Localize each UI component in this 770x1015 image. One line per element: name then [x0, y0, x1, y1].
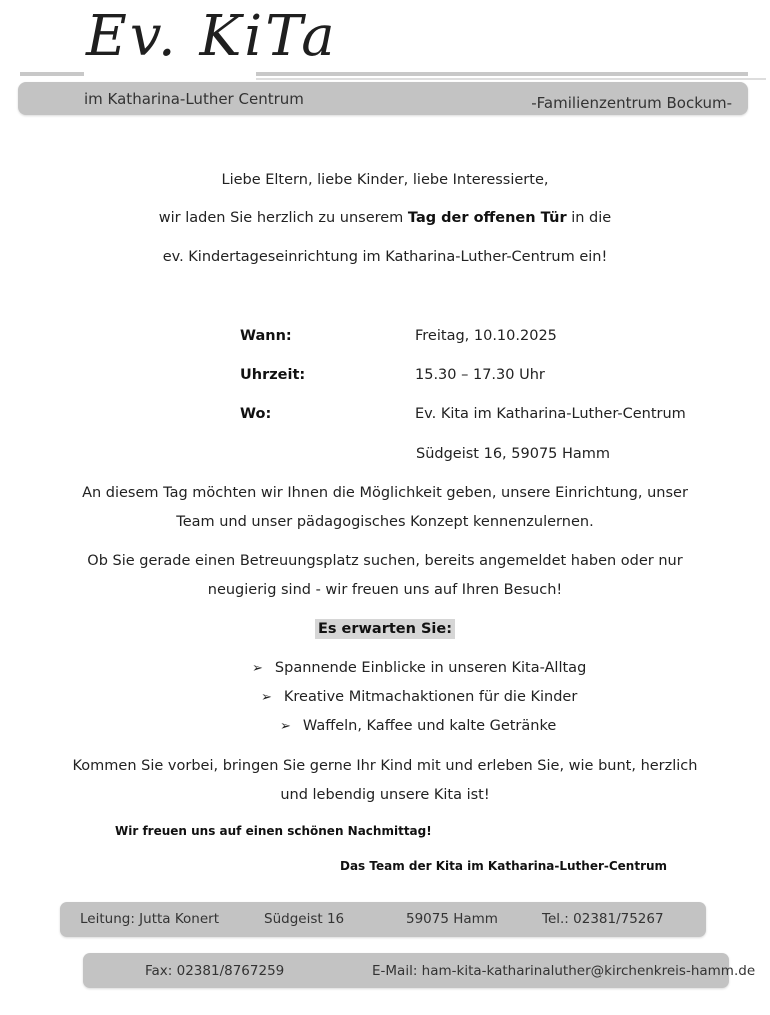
footer-city: 59075 Hamm	[406, 911, 498, 927]
paragraph-2-line-1: Ob Sie gerade einen Betreuungsplatz suchen, bereits angemeldet haben oder nur	[87, 553, 683, 569]
header-rule-shadow	[256, 78, 766, 80]
paragraph-1-line-1: An diesem Tag möchten wir Ihnen die Möglichkeit geben, unsere Einrichtung, unser	[82, 485, 688, 501]
bullet-item	[280, 718, 556, 734]
paragraph-3-line-1: Kommen Sie vorbei, bringen Sie gerne Ihr Kind mit und erleben Sie, wie bunt, herzlich	[72, 758, 698, 774]
header-centrum-name: im Katharina-Luther Centrum	[84, 90, 304, 108]
arrowhead-bullet-icon: ➢	[261, 690, 272, 705]
header-rule-left	[20, 72, 84, 76]
greeting: Liebe Eltern, liebe Kinder, liebe Interessierte,	[221, 172, 549, 188]
expect-heading-line	[0, 621, 770, 637]
bullet-text: Waffeln, Kaffee und kalte Getränke	[302, 718, 557, 734]
where-value-1: Ev. Kita im Katharina-Luther-Centrum	[415, 406, 686, 422]
kita-logo: Ev. KiTa	[80, 4, 344, 70]
footer-street: Südgeist 16	[264, 911, 345, 927]
header-rule-right	[256, 72, 748, 76]
when-label: Wann:	[240, 328, 292, 344]
time-label: Uhrzeit:	[240, 367, 306, 383]
bullet-item	[252, 660, 586, 676]
where-label: Wo:	[240, 406, 272, 422]
where-value-2: Südgeist 16, 59075 Hamm	[416, 446, 611, 462]
footer-leitung: Leitung: Jutta Konert	[80, 911, 219, 927]
arrowhead-bullet-icon: ➢	[280, 719, 291, 734]
header-familienzentrum: -Familienzentrum Bockum-	[531, 94, 732, 112]
invitation-line-3: ev. Kindertageseinrichtung im Katharina-Luther-Centrum ein!	[162, 249, 608, 265]
invitation-pre: wir laden Sie herzlich zu unserem	[158, 210, 408, 226]
footer-email: E-Mail: ham-kita-katharinaluther@kirchenkreis-hamm.de	[372, 963, 756, 979]
signature-line: Das Team der Kita im Katharina-Luther-Centrum	[340, 859, 668, 873]
time-value: 15.30 – 17.30 Uhr	[415, 367, 545, 383]
open-day-title: Tag der offenen Tür	[407, 210, 567, 226]
invitation-post: in die	[566, 210, 612, 226]
arrowhead-bullet-icon: ➢	[252, 661, 263, 676]
paragraph-3-line-2: und lebendig unsere Kita ist!	[280, 787, 490, 803]
closing-line: Wir freuen uns auf einen schönen Nachmittag!	[115, 824, 432, 838]
bullet-text: Kreative Mitmachaktionen für die Kinder	[283, 689, 578, 705]
footer-fax: Fax: 02381/8767259	[145, 963, 285, 979]
expect-heading: Es erwarten Sie:	[315, 619, 455, 639]
bullet-text: Spannende Einblicke in unseren Kita-Alltag	[274, 660, 587, 676]
when-value: Freitag, 10.10.2025	[415, 328, 557, 344]
invitation-line	[0, 210, 770, 226]
paragraph-1-line-2: Team und unser pädagogisches Konzept kennenzulernen.	[176, 514, 594, 530]
bullet-item	[261, 689, 577, 705]
paragraph-2-line-2: neugierig sind - wir freuen uns auf Ihren Besuch!	[207, 582, 563, 598]
footer-phone: Tel.: 02381/75267	[542, 911, 664, 927]
